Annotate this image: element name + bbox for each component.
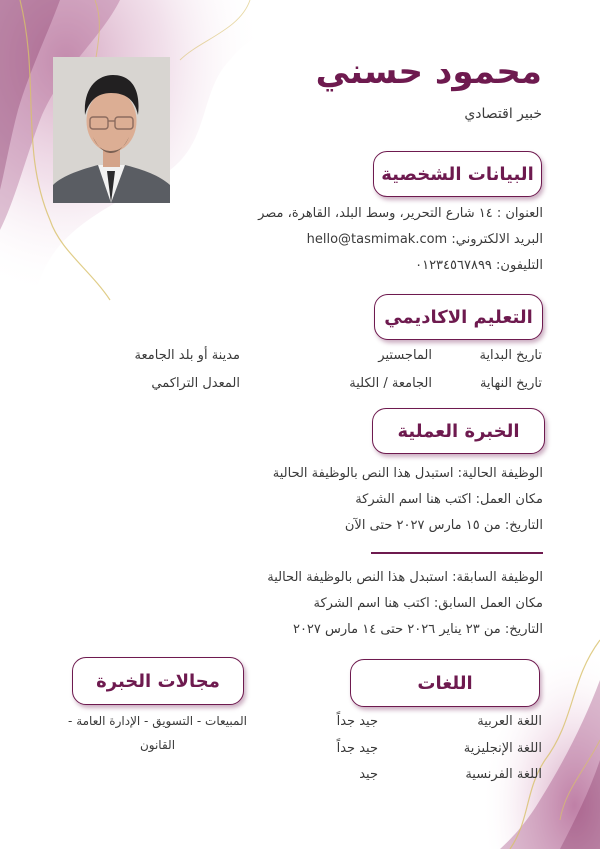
edu-gpa: المعدل التراكمي [151,376,240,391]
edu-city: مدينة أو بلد الجامعة [134,348,240,363]
job-title: خبير اقتصادي [464,106,542,122]
expertise-line-1: المبيعات - التسويق - الإدارة العامة - [68,714,247,728]
previous-date: التاريخ: من ٢٣ يناير ٢٠٢٦ حتى ١٤ مارس ٢٠٢٧ [292,622,543,637]
email-label: البريد الالكتروني: [451,232,543,247]
email-value: hello@tasmimak.com [306,232,448,247]
languages-heading: اللغات [350,659,540,707]
personal-info-heading: البيانات الشخصية [373,151,542,197]
previous-company: مكان العمل السابق: اكتب هنا اسم الشركة [313,596,543,611]
person-name: محمود حسني [315,52,542,92]
language-level: جيد جداً [336,714,378,729]
email-line [307,232,543,247]
previous-job: الوظيفة السابقة: استبدل هذا النص بالوظيفة الحالية [267,570,543,585]
person-avatar-icon [53,57,170,203]
edu-degree: الماجستير [378,348,432,363]
edu-university: الجامعة / الكلية [349,376,432,391]
experience-heading: الخبرة العملية [372,408,545,454]
profile-photo [53,57,170,203]
language-name: اللغة الإنجليزية [463,741,542,756]
current-date: التاريخ: من ١٥ مارس ٢٠٢٧ حتى الآن [344,518,543,533]
section-divider [371,552,543,554]
current-company: مكان العمل: اكتب هنا اسم الشركة [355,492,543,507]
current-job: الوظيفة الحالية: استبدل هذا النص بالوظيفة الحالية [272,466,543,481]
expertise-heading: مجالات الخبرة [72,657,244,705]
education-heading: التعليم الاكاديمي [374,294,543,340]
edu-start-date: تاريخ البداية [479,348,542,363]
language-name: اللغة الفرنسية [465,767,542,782]
edu-end-date: تاريخ النهاية [479,376,542,391]
address-line: العنوان : ١٤ شارع التحرير، وسط البلد، القاهرة، مصر [258,206,543,221]
expertise-line-2: القانون [139,738,176,752]
language-level: جيد جداً [336,741,378,756]
language-name: اللغة العربية [477,714,542,729]
language-level: جيد [359,767,378,782]
phone-line: التليفون: ٠١٢٣٤٥٦٧٨٩٩ [415,258,543,273]
